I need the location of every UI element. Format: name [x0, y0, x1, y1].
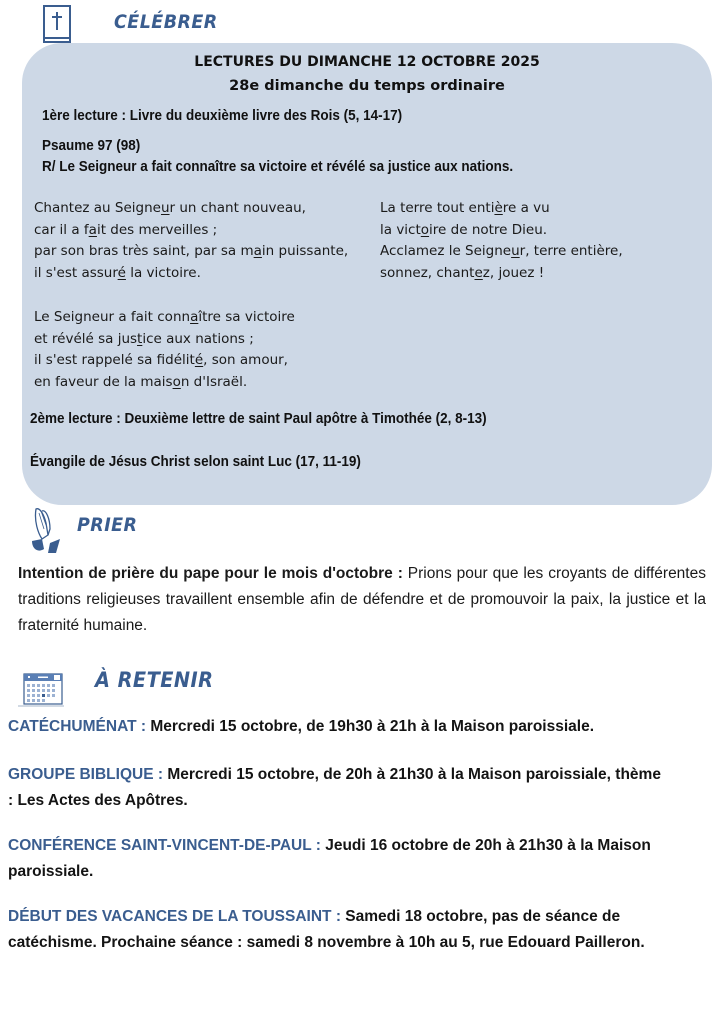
calendar-icon — [14, 670, 66, 710]
psalm-line: et révélé sa justice aux nations ; — [34, 330, 254, 347]
psalm-title: Psaume 97 (98) — [42, 137, 141, 154]
event-label: DÉBUT DES VACANCES DE LA TOUSSAINT : — [8, 908, 341, 925]
bible-book-icon — [42, 4, 74, 44]
event-label: GROUPE BIBLIQUE : — [8, 766, 164, 783]
event-label: CONFÉRENCE SAINT-VINCENT-DE-PAUL : — [8, 837, 321, 854]
psalm-line: Le Seigneur a fait connaître sa victoire — [34, 309, 295, 325]
psalm-line: car il a fait des merveilles ; — [34, 221, 218, 238]
intention-label: Intention de prière du pape pour le mois d'octobre : — [18, 565, 403, 582]
event-item — [8, 833, 708, 885]
section-title-retenir: À RETENIR — [95, 668, 214, 692]
section-title-prier: PRIER — [77, 514, 138, 536]
gospel-reading: Évangile de Jésus Christ selon saint Luc (17, 11-19) — [30, 453, 361, 470]
psalm-line: en faveur de la maison d'Israël. — [34, 373, 248, 390]
event-text: Samedi 18 octobre, pas de séance de catéchisme. Prochaine séance : samedi 8 novembre à 10h au 5, rue Edouard Pailleron. — [8, 908, 645, 951]
event-text: Mercredi 15 octobre, de 19h30 à 21h à la Maison paroissiale. — [146, 718, 595, 735]
event-item — [8, 904, 698, 956]
psalm-line: sonnez, chantez, jouez ! — [380, 264, 545, 281]
psalm-refrain: R/ Le Seigneur a fait connaître sa victoire et révélé sa justice aux nations. — [42, 158, 514, 175]
intention-text: Prions pour que les croyants de différentes traditions religieuses travaillent ensemble afin de défendre et de promouvoir la paix, la justice et la fraternité humaine. — [18, 565, 706, 634]
first-reading: 1ère lecture : Livre du deuxième livre des Rois (5, 14-17) — [42, 107, 403, 124]
psalm-line: il s'est assuré la victoire. — [34, 264, 201, 281]
psalm-line: par son bras très saint, par sa main puissante, — [34, 243, 349, 259]
psalm-line: Chantez au Seigneur un chant nouveau, — [34, 200, 306, 216]
event-text: Mercredi 15 octobre, de 20h à 21h30 à la Maison paroissiale, thème : Les Actes des Apôtres. — [8, 766, 661, 809]
event-item — [8, 762, 668, 814]
second-reading: 2ème lecture : Deuxième lettre de saint Paul apôtre à Timothée (2, 8-13) — [30, 410, 487, 427]
psalm-line: Acclamez le Seigneur, terre entière, — [380, 243, 623, 259]
praying-hands-icon — [30, 505, 66, 555]
section-title-celebrer: CÉLÉBRER — [114, 11, 218, 33]
liturgical-sunday: 28e dimanche du temps ordinaire — [229, 78, 505, 94]
event-text: Jeudi 16 octobre de 20h à 21h30 à la Maison paroissiale. — [8, 837, 651, 880]
psalm-line: la victoire de notre Dieu. — [380, 221, 548, 238]
psalm-line: La terre tout entière a vu — [380, 200, 550, 216]
psalm-stanza-2 — [34, 307, 295, 393]
event-label: CATÉCHUMÉNAT : — [8, 718, 147, 735]
lectures-box — [22, 43, 712, 505]
pope-prayer-intention — [18, 561, 706, 639]
event-item — [8, 714, 708, 740]
psalm-line: il s'est rappelé sa fidélité, son amour, — [34, 352, 288, 368]
psalm-stanza-1 — [34, 198, 348, 284]
lectures-title: LECTURES DU DIMANCHE 12 OCTOBRE 2025 — [194, 54, 540, 70]
psalm-stanza-3 — [380, 198, 623, 284]
